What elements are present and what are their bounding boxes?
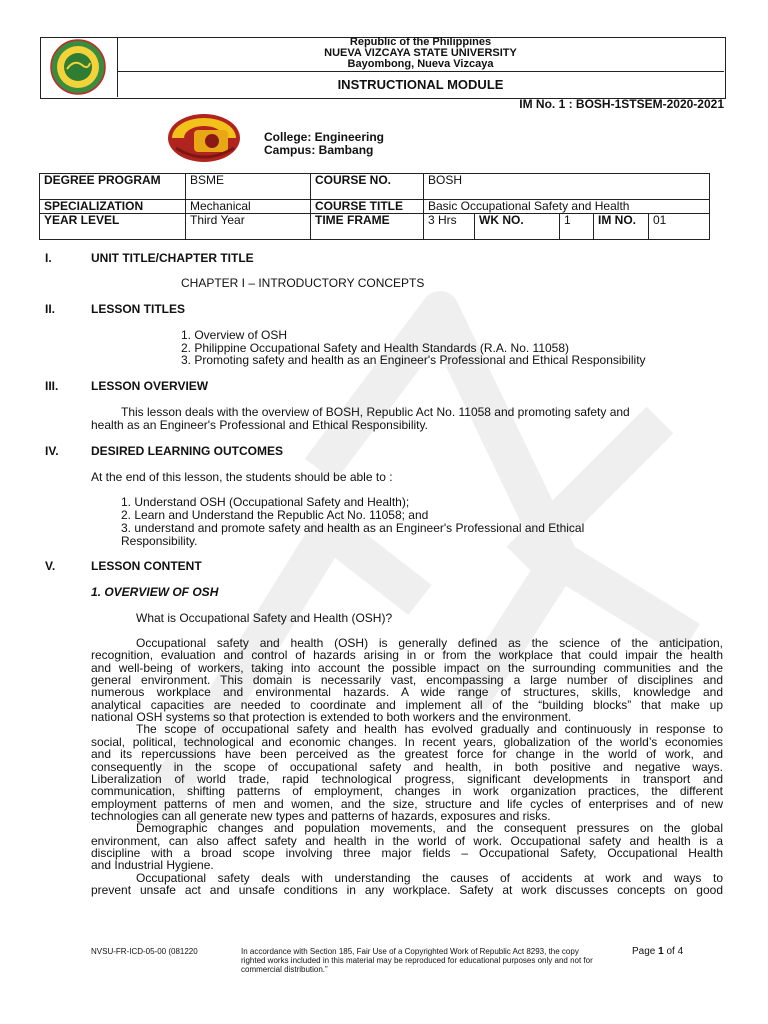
body-line: analytical capacities are needed to coordinate and implement all of the “building blocks” that make up — [91, 697, 723, 712]
section-3-number: III. — [45, 379, 59, 393]
body-line: general environment. This domain is necessarily vast, encompassing a large number of disciplines and — [91, 673, 723, 688]
outcome-item: 3. understand and promote safety and health as an Engineer's Professional and Ethical — [121, 521, 585, 535]
body-line: numerous workplace and environmental hazards. A wide range of structures, skills, knowledge and — [91, 685, 723, 700]
header-title: INSTRUCTIONAL MODULE — [337, 77, 504, 92]
header-institution — [117, 37, 724, 72]
chapter-title: CHAPTER I – INTRODUCTORY CONCEPTS — [181, 276, 425, 290]
content-subheading: 1. OVERVIEW OF OSH — [91, 585, 219, 599]
overview-paragraph-line: health as an Engineer's Professional and Ethical Responsibility. — [91, 418, 428, 432]
page-indicator — [632, 946, 683, 959]
section-4-number: IV. — [45, 444, 59, 458]
section-5-number: V. — [45, 559, 56, 573]
cell-wkno-label: WK NO. — [475, 213, 560, 239]
body-line: discipline with a broad scope involving three major fields – Occupational Safety, Occupational Health — [91, 845, 723, 860]
section-4-title: DESIRED LEARNING OUTCOMES — [91, 444, 284, 458]
lesson-title-item: 1. Overview of OSH — [181, 328, 288, 342]
cell-timeframe-label: TIME FRAME — [311, 213, 424, 239]
cell-courseno-value: BOSH — [424, 174, 710, 200]
cell-imno-value: 01 — [649, 213, 710, 239]
gear-icon — [164, 108, 244, 166]
campus-label: Campus: Bambang — [264, 143, 374, 157]
body-line: consequently in the scope of occupational safety and health, in both positive and negative ways. — [91, 759, 723, 774]
section-1-number: I. — [45, 251, 52, 265]
body-line: and Industrial Hygiene. — [91, 858, 214, 873]
body-line: Demographic changes and population movements, and the consequent pressures on the global — [136, 821, 723, 836]
course-info-table — [39, 173, 710, 240]
im-number: IM No. 1 : BOSH-1STSEM-2020-2021 — [519, 97, 724, 111]
body-line: prevent unsafe act and unsafe conditions in any workplace. Safety at work discusses concepts on good — [91, 883, 723, 897]
body-line: Liberalization of world trade, rapid technological progress, significant developments in transport and — [91, 771, 723, 786]
cell-year-label: YEAR LEVEL — [40, 213, 186, 239]
cell-coursetitle-label: COURSE TITLE — [311, 200, 424, 214]
body-line: social, political, technological and economic changes. In recent years, globalization of the world’s economies — [91, 734, 723, 749]
lesson-title-item: 3. Promoting safety and health as an Engineer's Professional and Ethical Responsibility — [181, 353, 646, 367]
header-line-2: NUEVA VIZCAYA STATE UNIVERSITY — [324, 47, 517, 59]
body-line: communication, shifting patterns of employment, changes in work organization practices, the different — [91, 784, 723, 799]
cell-wkno-value: 1 — [560, 213, 594, 239]
college-campus — [264, 131, 384, 157]
body-line: Occupational safety and health (OSH) is generally defined as the science of the anticipation, — [136, 636, 723, 650]
cell-spec-label: SPECIALIZATION — [40, 200, 186, 214]
content-question: What is Occupational Safety and Health (OSH)? — [136, 611, 393, 625]
page-suffix: of 4 — [663, 946, 684, 957]
body-line: and its repercussions have been perceived as the greatest force for change in the world of work, and — [91, 747, 723, 762]
body-line: technologies can all generate new types and patterns of hazards, exposures and risks. — [91, 808, 551, 823]
cell-courseno-label: COURSE NO. — [311, 174, 424, 200]
body-line: environment, can also affect safety and health in the world of work. Occupational safety and health is a — [91, 833, 723, 848]
college-label: College: Engineering — [264, 130, 385, 144]
header-line-3: Bayombong, Nueva Vizcaya — [347, 58, 494, 70]
cell-degree-value: BSME — [186, 174, 311, 200]
section-5-title: LESSON CONTENT — [91, 559, 202, 573]
body-line: recognition, evaluation and control of hazards arising in or from the workplace that could impair the health — [91, 648, 723, 663]
overview-paragraph-line: This lesson deals with the overview of BOSH, Republic Act No. 11058 and promoting safety and — [121, 405, 630, 419]
cell-coursetitle-value: Basic Occupational Safety and Health — [424, 200, 710, 214]
seal-icon — [40, 37, 117, 97]
body-line: Occupational safety deals with understanding the causes of accidents at work and ways to — [136, 870, 723, 885]
page-number: 1 — [658, 946, 664, 957]
section-3-title: LESSON OVERVIEW — [91, 379, 209, 393]
footer-form-code: NVSU-FR-ICD-05-00 (081220 — [91, 947, 198, 956]
cell-imno-label: IM NO. — [594, 213, 649, 239]
body-line: national OSH systems so that protection is extended to both workers and the environment. — [91, 710, 572, 725]
body-line: The scope of occupational safety and health has evolved gradually and continuously in response to — [136, 722, 723, 737]
cell-year-value: Third Year — [186, 213, 311, 239]
section-2-number: II. — [45, 302, 56, 316]
outcome-item-continued: Responsibility. — [121, 534, 198, 548]
outcomes-intro: At the end of this lesson, the students should be able to : — [91, 470, 393, 484]
body-line: and well-being of workers, taking into account the possible impact on the surrounding communities and the — [91, 660, 723, 675]
university-seal — [40, 37, 118, 97]
cell-timeframe-value: 3 Hrs — [424, 213, 475, 239]
header-line-1: Republic of the Philippines — [349, 36, 492, 48]
college-logo — [164, 108, 244, 166]
cell-degree-label: DEGREE PROGRAM — [40, 174, 186, 200]
outcome-item: 2. Learn and Understand the Republic Act No. 11058; and — [121, 508, 429, 522]
section-1-title: UNIT TITLE/CHAPTER TITLE — [91, 251, 254, 265]
section-2-title: LESSON TITLES — [91, 302, 186, 316]
body-line: employment patterns of men and women, and the size, structure and life cycles of enterprises and of new — [91, 796, 723, 811]
lesson-title-item: 2. Philippine Occupational Safety and Health Standards (R.A. No. 11058) — [181, 341, 570, 355]
page-prefix: Page — [632, 946, 659, 957]
cell-spec-value: Mechanical — [186, 200, 311, 214]
footer-copyright-notice: In accordance with Section 185, Fair Use of a Copyrighted Work of Republic Act 8293, the copy righted works included in this material may be reproduced for educational purposes only and not for commercial distribution.” — [241, 947, 593, 974]
outcome-item: 1. Understand OSH (Occupational Safety and Health); — [121, 495, 410, 509]
